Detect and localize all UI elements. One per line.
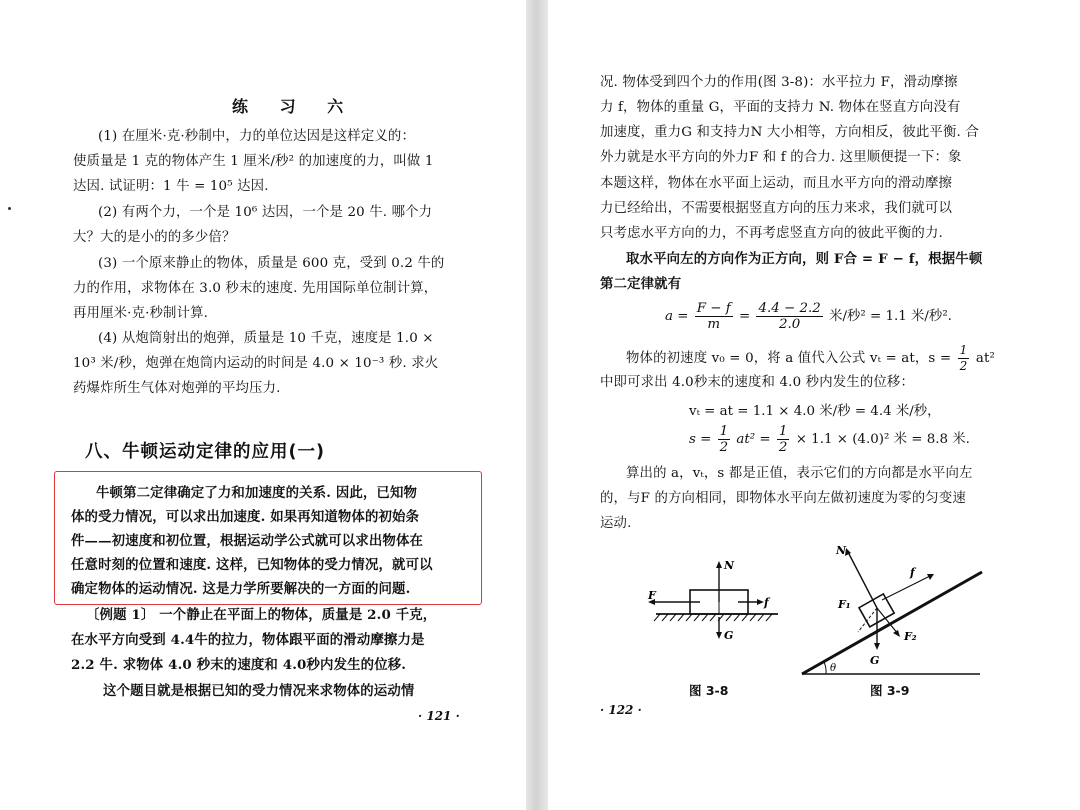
label-G: G: [870, 654, 880, 667]
label-N: N: [724, 559, 735, 572]
gravity-arrowhead: [716, 632, 722, 639]
exercise-line: 10³ 米/秒，炮弹在炮筒内运动的时间是 4.0 × 10⁻³ 秒. 求火: [73, 356, 439, 371]
exercise-line: 大？大的是小的的多少倍？: [73, 230, 236, 245]
fraction-numerator: 1: [719, 424, 729, 439]
exercise-line: 力的作用，求物体在 3.0 秒末的速度. 先用国际单位制计算，: [73, 281, 438, 296]
label-F2: F₂: [904, 630, 917, 643]
fraction: [756, 301, 822, 332]
eq-text: at² =: [736, 432, 771, 447]
fraction-numerator: 1: [959, 343, 968, 357]
gravity-arrowhead: [874, 643, 880, 650]
label-f: f: [910, 566, 915, 579]
friction-arrow: [882, 576, 930, 600]
example-line: 2.2 牛. 求物体 4.0 秒末的速度和 4.0秒内发生的位移.: [71, 657, 407, 673]
figure-caption: 图 3-9: [870, 683, 910, 698]
eq-text: =: [738, 309, 751, 324]
body-line: 况. 物体受到四个力的作用(图 3-8)：水平拉力 F，滑动摩擦: [600, 75, 958, 90]
equation-acceleration: [665, 301, 952, 332]
section-title: 八、牛顿运动定律的应用(一): [85, 442, 325, 462]
label-G: G: [724, 629, 734, 642]
fraction-denominator: 2: [778, 440, 788, 455]
fraction: [695, 301, 733, 332]
figure-3-8: [638, 555, 788, 655]
ground-hatch: [654, 614, 772, 621]
body-line: 中即可求出 4.0秒末的速度和 4.0 秒内发生的位移：: [600, 375, 914, 390]
scan-speck: [8, 207, 11, 210]
body-line: 取水平向左的方向作为正方向，则 F合 = F − f，根据牛顿: [626, 251, 983, 267]
exercise-line: (2) 有两个力，一个是 10⁶ 达因，一个是 20 牛. 哪个力: [98, 205, 433, 220]
highlight-line: 体的受力情况，可以求出加速度. 如果再知道物体的初始条: [71, 509, 420, 525]
highlight-line: 任意时刻的位置和速度. 这样，已知物体的受力情况，就可以: [71, 557, 433, 573]
example-line: 〔例题 1〕 一个静止在平面上的物体，质量是 2.0 千克，: [86, 607, 437, 623]
eq-text: × 1.1 × (4.0)² 米 = 8.8 米.: [795, 432, 970, 447]
fraction-numerator: 4.4 − 2.2: [758, 301, 821, 316]
page-number: · 122 ·: [600, 703, 642, 717]
equation-velocity: vₜ = at = 1.1 × 4.0 米/秒 = 4.4 米/秒，: [689, 404, 941, 419]
fraction-denominator: 2.0: [779, 317, 801, 332]
body-line: 只考虑水平方向的力，不再考虑竖直方向的彼此平衡的力.: [600, 226, 943, 241]
right-page: [548, 0, 1080, 810]
fraction-numerator: 1: [778, 424, 788, 439]
exercise-line: 达因. 试证明：1 牛 = 10⁵ 达因.: [73, 179, 269, 194]
fraction: [718, 424, 731, 455]
figure-caption: 图 3-8: [689, 683, 729, 698]
example-line: 这个题目就是根据已知的受力情况来求物体的运动情: [103, 683, 415, 699]
friction-arrowhead: [757, 599, 764, 605]
body-text: at²: [975, 351, 996, 366]
equation-displacement: [689, 424, 970, 455]
fraction-numerator: F − f: [696, 301, 731, 316]
exercise-line: (3) 一个原来静止的物体，质量是 600 克，受到 0.2 牛的: [98, 256, 445, 271]
label-F1: F₁: [838, 598, 851, 611]
body-line: 外力就是水平方向的外力F 和 f 的合力. 这里顺便提一下：象: [600, 150, 962, 165]
normal-force-arrow: [848, 552, 877, 608]
example-line: 在水平方向受到 4.4牛的拉力，物体跟平面的滑动摩擦力是: [71, 632, 425, 648]
highlight-line: 牛顿第二定律确定了力和加速度的关系. 因此，已知物: [96, 485, 418, 501]
exercise-title: 练 习 六: [232, 97, 357, 116]
book-gutter: [526, 0, 548, 810]
body-line: 力已经给出，不需要根据竖直方向的压力来求，我们就可以: [600, 201, 953, 216]
angle-arc: [824, 662, 826, 674]
exercise-line: 药爆炸所生气体对炮弹的平均压力.: [73, 381, 281, 396]
exercise-line: 再用厘米·克·秒制计算.: [73, 306, 209, 321]
figure-3-9: [790, 540, 990, 680]
component-F2-arrowhead: [893, 630, 900, 637]
body-line: 第二定律就有: [600, 276, 682, 292]
label-theta: θ: [830, 663, 837, 674]
eq-text: 米/秒² = 1.1 米/秒².: [829, 309, 952, 324]
fraction: [958, 343, 970, 374]
normal-force-arrowhead: [716, 561, 722, 568]
body-line: 的，与F 的方向相同，即物体水平向左做初速度为零的匀变速: [600, 491, 966, 506]
body-line: 加速度，重力G 和支持力N 大小相等，方向相反，彼此平衡. 合: [600, 125, 979, 140]
exercise-line: (1) 在厘米·克·秒制中，力的单位达因是这样定义的：: [98, 129, 415, 144]
fraction-denominator: 2: [959, 359, 968, 373]
body-line: [626, 343, 995, 374]
highlight-line: 确定物体的运动情况. 这是力学所要解决的一方面的问题.: [71, 581, 411, 597]
highlight-line: 件——初速度和初位置，根据运动学公式就可以求出物体在: [71, 533, 424, 549]
label-f: f: [764, 596, 769, 609]
fraction-denominator: 2: [719, 440, 729, 455]
page-number: · 121 ·: [418, 709, 460, 723]
body-line: 运动.: [600, 516, 632, 531]
label-F: F: [648, 589, 656, 602]
eq-text: s =: [689, 432, 712, 447]
exercise-line: (4) 从炮筒射出的炮弹，质量是 10 千克，速度是 1.0 ×: [98, 331, 434, 346]
left-page: [0, 0, 526, 810]
body-line: 本题这样，物体在水平面上运动，而且水平方向的滑动摩擦: [600, 176, 953, 191]
eq-text: a =: [665, 309, 689, 324]
fraction-denominator: m: [707, 317, 721, 332]
body-line: 算出的 a，vₜ，s 都是正值，表示它们的方向都是水平向左: [626, 466, 973, 481]
label-N: N: [836, 544, 847, 557]
exercise-line: 使质量是 1 克的物体产生 1 厘米/秒² 的加速度的力，叫做 1: [73, 154, 434, 169]
fraction: [777, 424, 790, 455]
incline-surface: [802, 572, 982, 674]
body-line: 力 f，物体的重量 G，平面的支持力 N. 物体在竖直方向没有: [600, 100, 961, 115]
body-text: 物体的初速度 v₀ = 0，将 a 值代入公式 vₜ = at，s =: [626, 351, 952, 366]
